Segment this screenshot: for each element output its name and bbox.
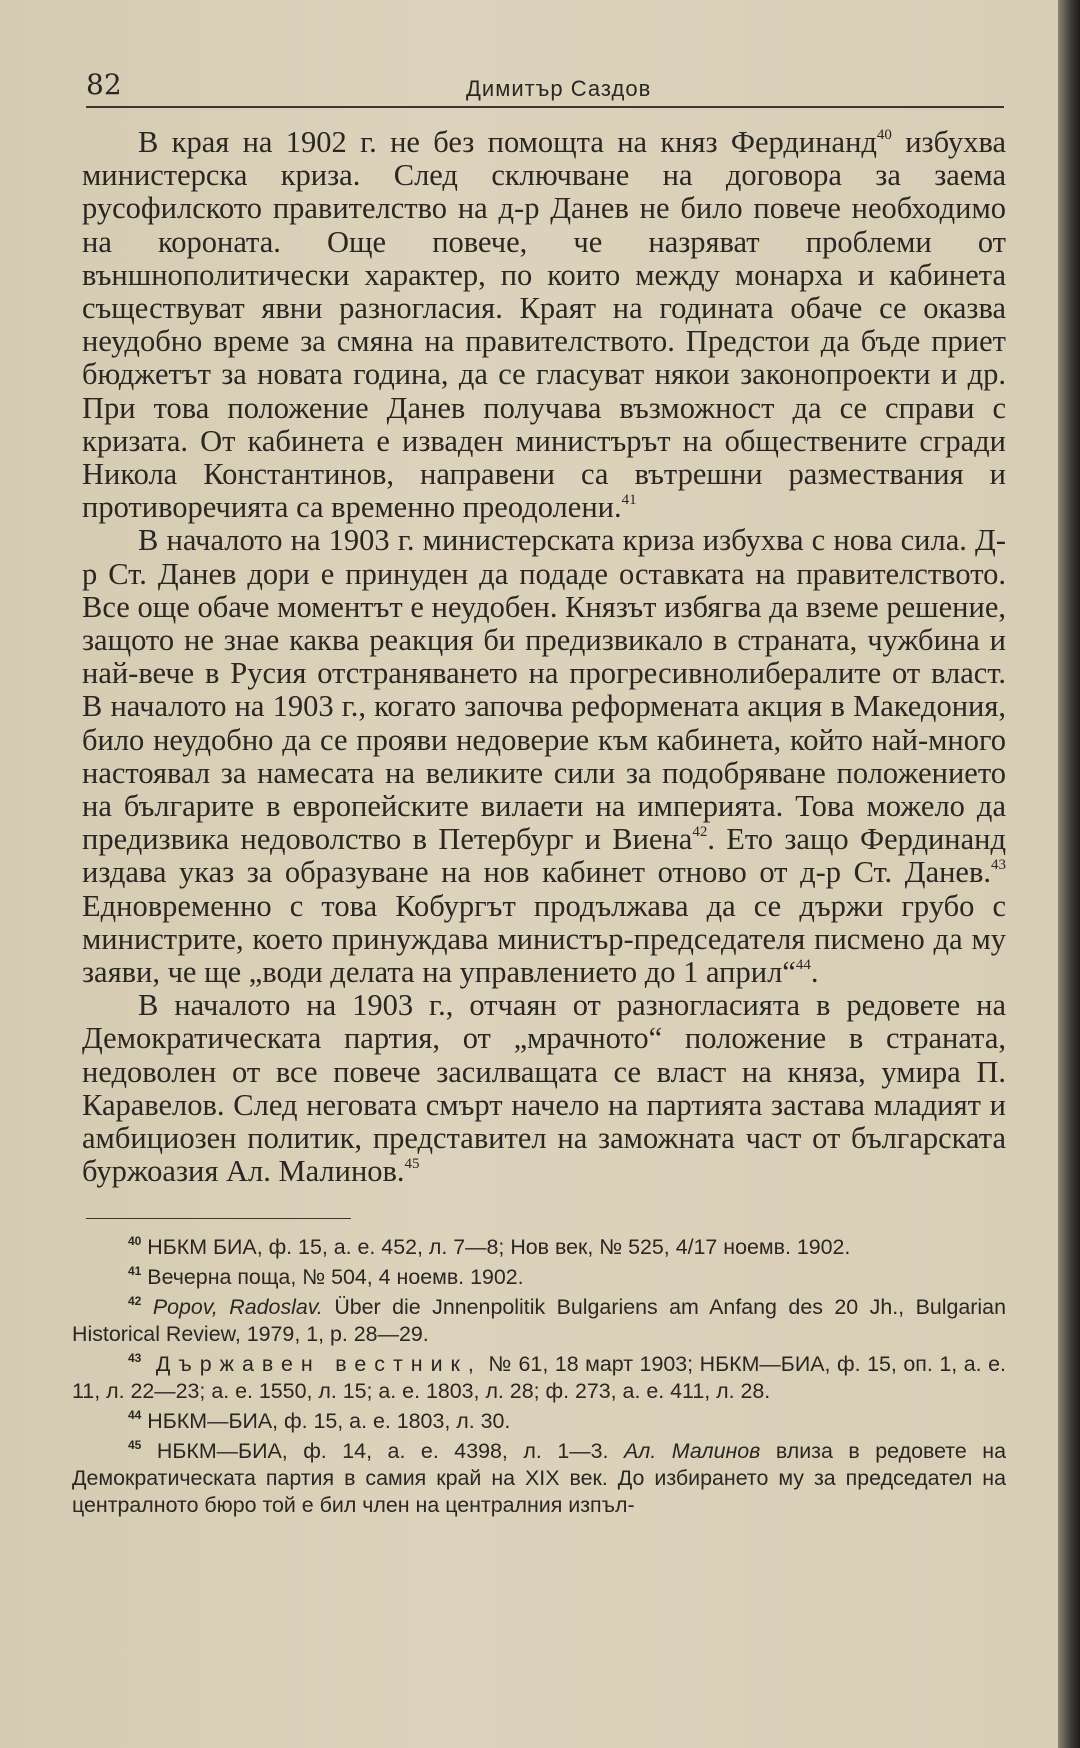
paragraph-text: В началото на 1903 г. министерската криза избухва с нова сила. Д-р Ст. Данев дори е принуден да подаде оставката на правителството. Все още обаче моментът е неудобен. Князът избягва да вземе решение, защото не знае каква реакция би предизвикало в страната, чужбина и най-вече в Русия отстраняването на прогресивнолибералите от власт. В началото на 1903 г., когато започва реформената акция в Македония, било неудобно да се прояви недоверие към кабинета, който най-много настоявал за намесата на великите сили за подобряване положението на българите в европейските вилаети на империята. Това можело да предизвика недоволство в Петербург и Виена — [82, 523, 1006, 857]
paragraph — [82, 989, 1006, 1188]
footnote-ref: 45 — [404, 1156, 420, 1173]
footnote — [72, 1351, 1006, 1405]
footnote-text: влиза в редовете на Демократическата партия в самия край на XIX век. До избирането му за председател на централното бюро той е бил член на централния изпъл- — [72, 1439, 1006, 1517]
footnote-separator — [86, 1218, 351, 1219]
paragraph — [82, 126, 1006, 524]
body-text — [82, 126, 1006, 1189]
page-header — [86, 66, 1004, 108]
footnote-ref: 44 — [128, 1408, 142, 1422]
paragraph-text: В края на 1902 г. не без помощта на княз Фердинанд — [138, 125, 877, 159]
footnote-ref: 42 — [692, 824, 708, 841]
paragraph-text: В началото на 1903 г., отчаян от разногласията в редовете на Демократическата партия, от „мрачното“ положение в страната, недоволен от все повече засилващата се власт на княза, умира П. Каравелов. След неговата смърт начело на партията застава младият и амбициозен политик, представител на заможната част от българската буржоазия Ал. Малинов. — [82, 988, 1006, 1189]
footnote — [72, 1294, 1006, 1348]
footnote-ref: 40 — [128, 1234, 142, 1248]
footnote-text: Вечерна поща, № 504, 4 ноемв. 1902. — [141, 1265, 524, 1289]
italic-text: Ал. Малинов — [623, 1439, 761, 1463]
footnote-text: НБКМ—БИА, ф. 15, а. е. 1803, л. 30. — [141, 1409, 511, 1433]
footnote-text: НБКМ БИА, ф. 15, а. е. 452, л. 7—8; Нов век, № 525, 4/17 ноемв. 1902. — [141, 1235, 851, 1259]
footnote-text: № 61, 18 март 1903; НБКМ—БИА, ф. 15, оп. 1, а. е. 11, л. 22—23; а. е. 1550, л. 15; а. е. 1803, л. 28; ф. 273, а. е. 411, л. 28. — [72, 1352, 1006, 1403]
footnote-text: НБКМ—БИА, ф. 14, а. е. 4398, л. 1—3. — [141, 1439, 624, 1463]
running-head: Димитър Саздов — [466, 76, 652, 101]
paragraph — [82, 524, 1006, 989]
footnote — [72, 1408, 1006, 1435]
paragraph-text: . — [810, 955, 819, 990]
footnote-ref: 40 — [876, 127, 892, 143]
page-number: 82 — [86, 68, 122, 101]
paragraph-text: избухва министерска криза. След сключване на договора за заема русофилското правителство на д-р Данев не било повече необходимо на короната. Още повече, че назряват проблеми от външнополитически характер, по които между монарха и кабинета съществуват явни разногласия. Краят на годината обаче се оказва неудобно време за смяна на правителството. Предстои да бъде приет бюджетът за новата година, да се гласуват някои законопроекти и др. При това положение Данев получава възможност да се справи с кризата. От кабинета е изваден министърът на обществените сгради Никола Константинов, направени са вътрешни размествания и противоречията са временно преодолени. — [82, 125, 1006, 525]
paragraph-text: . Ето защо Фердинанд издава указ за образуване на нов кабинет отново от д-р Ст. Данев. — [82, 822, 1006, 890]
footnote-ref: 44 — [795, 957, 811, 974]
footnote — [72, 1264, 1006, 1291]
footnote-ref: 43 — [991, 857, 1006, 874]
footnote-text: Über die Jnnenpolitik Bulgariens am Anfang des 20 Jh., Bulgarian Historical Review, 1979, 1, p. 28—29. — [72, 1295, 1006, 1346]
footnote-ref: 41 — [128, 1264, 142, 1278]
italic-text: Popov, Radoslav. — [141, 1295, 323, 1319]
footnote-ref: 41 — [621, 492, 637, 509]
spaced-text: Държавен вестник, — [141, 1352, 482, 1376]
footnote-ref: 42 — [128, 1294, 142, 1308]
footnote-ref: 43 — [128, 1351, 142, 1365]
footnote-ref: 45 — [128, 1438, 142, 1452]
page-edge-shadow — [1058, 0, 1080, 1748]
footnotes — [72, 1234, 1006, 1522]
paragraph-text: Едновременно с това Кобургът продължава да се държи грубо с министрите, което принуждава министър-председателя писмено да му заяви, че ще „води делата на управлението до 1 април“ — [82, 888, 1006, 990]
footnote — [72, 1234, 1006, 1261]
footnote — [72, 1438, 1006, 1519]
